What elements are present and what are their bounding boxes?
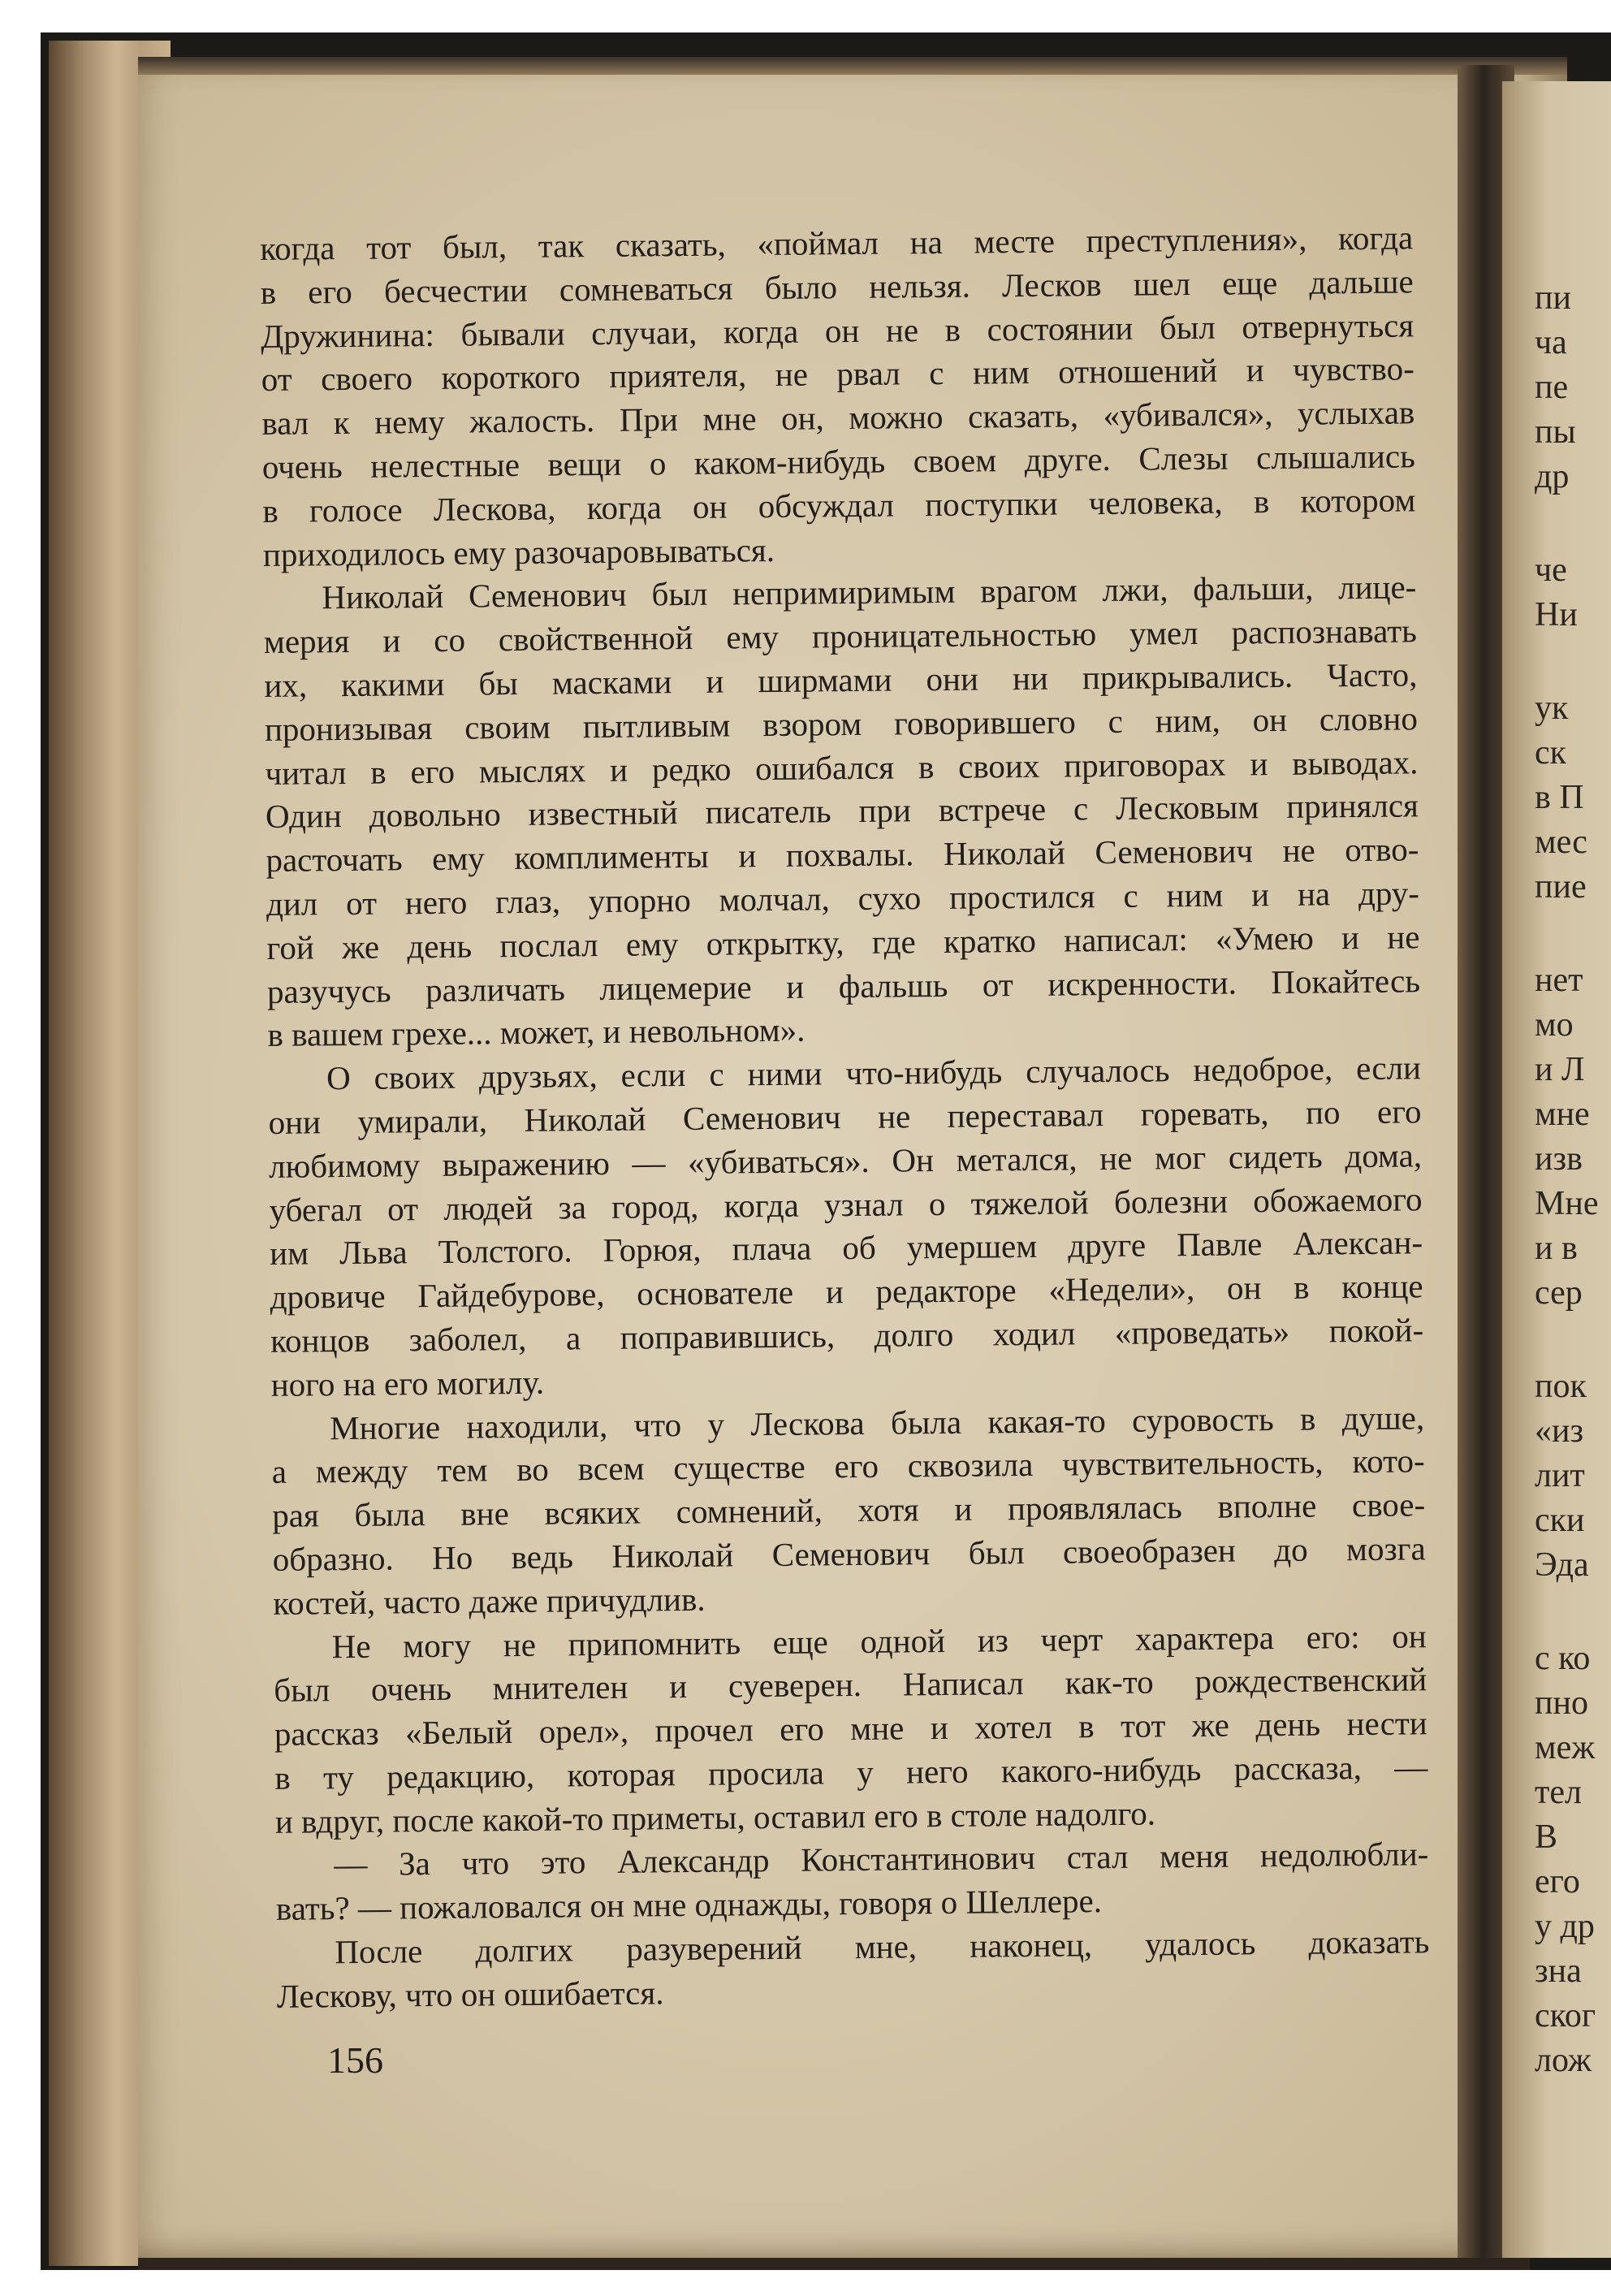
- facing-page-fragment: мес: [1535, 824, 1587, 861]
- facing-page-fragments: [1535, 276, 1611, 2083]
- text-line: и вдруг, после какой-то приметы, оставил его в столе надолго.: [274, 1794, 1156, 1840]
- facing-page-fragment: ског: [1535, 1997, 1596, 2034]
- text-line: О своих друзьях, если с ними что-нибудь случалось недоброе, если: [326, 1049, 1422, 1097]
- text-line: Один довольно известный писатель при встрече с Лесковым принялся: [265, 786, 1419, 836]
- text-line: гой же день послал ему открытку, где кратко написал: «Умею и не: [266, 918, 1420, 966]
- facing-page-fragment: сер: [1535, 1274, 1583, 1312]
- facing-page-fragment: в П: [1535, 779, 1584, 816]
- text-line: им Льва Толстого. Горюя, плача об умершем друге Павле Алексан-: [269, 1223, 1423, 1273]
- facing-page-fragment: ук: [1535, 690, 1569, 727]
- facing-page-fragment: пе: [1535, 369, 1569, 406]
- text-line: в его бесчестии сомневаться было нельзя. Лесков шел еще дальше: [260, 262, 1414, 311]
- facing-page-fragment: меж: [1535, 1729, 1596, 1766]
- facing-page-fragment: «из: [1535, 1412, 1584, 1450]
- facing-page-gap: [1535, 910, 1611, 958]
- facing-page-fragment: тел: [1535, 1774, 1582, 1811]
- facing-page-fragment: лож: [1535, 2042, 1592, 2079]
- text-line: они умирали, Николай Семенович не переставал горевать, по его: [268, 1092, 1422, 1141]
- text-line: дил от него глаз, упорно молчал, сухо простился с ним и на дру-: [266, 874, 1420, 923]
- text-line: приходилось ему разочаровываться.: [262, 530, 775, 573]
- text-line: в ту редакцию, которая просила у него какого-нибудь рассказа, —: [274, 1748, 1428, 1797]
- facing-page-gap: [1535, 1588, 1611, 1637]
- facing-page-fragment: лит: [1535, 1457, 1585, 1494]
- text-line: Лескову, что он ошибается.: [276, 1974, 664, 2015]
- facing-page-fragment: ски: [1535, 1502, 1585, 1539]
- text-line: разучусь различать лицемерие и фальшь от искренности. Покайтесь: [266, 961, 1421, 1010]
- text-line: очень нелестные вещи о каком-нибудь своем друге. Слезы слышались: [261, 437, 1415, 486]
- facing-page-fragment: пно: [1535, 1684, 1588, 1722]
- text-line: Не могу не припомнить еще одной из черт характера его: он: [331, 1616, 1427, 1665]
- facing-page-fragment: Эда: [1535, 1546, 1589, 1584]
- facing-page-fragment: пи: [1535, 279, 1571, 317]
- facing-page-fragment: и Л: [1535, 1051, 1585, 1088]
- facing-page-fragment: че: [1535, 551, 1567, 589]
- text-line: После долгих разуверений мне, наконец, удалось доказать: [335, 1922, 1430, 1971]
- text-line: ного на его могилу.: [270, 1363, 545, 1403]
- text-line: их, какими бы масками и ширмами они ни прикрывались. Часто,: [264, 655, 1418, 704]
- text-line: был очень мнителен и суеверен. Написал как-то рождественский: [274, 1660, 1427, 1710]
- text-line: образно. Но ведь Николай Семенович был своеобразен до мозга: [272, 1529, 1426, 1578]
- facing-page-fragment: зна: [1535, 1952, 1582, 1990]
- facing-page-fragment: В: [1535, 1818, 1558, 1856]
- text-line: расточать ему комплименты и похвалы. Николай Семенович не отво-: [266, 830, 1419, 880]
- text-line: когда тот был, так сказать, «поймал на месте преступления», когда: [260, 218, 1414, 267]
- text-line: мерия и со свойственной ему проницательностью умел распознавать: [263, 612, 1418, 661]
- text-line: убегал от людей за город, когда узнал о тяжелой болезни обожаемого: [269, 1179, 1423, 1229]
- facing-page-fragment: пы: [1535, 413, 1576, 451]
- text-line: в голосе Лескова, когда он обсуждал поступки человека, в котором: [262, 481, 1416, 530]
- page-body-text: [260, 216, 1430, 2018]
- facing-page-fragment: его: [1535, 1863, 1580, 1900]
- text-line: концов заболел, а поправившись, долго ходил «проведать» покой-: [270, 1311, 1424, 1360]
- facing-page: [1502, 81, 1611, 2258]
- facing-page-fragment: Мне: [1535, 1185, 1599, 1222]
- text-line: пронизывая своим пытливым взором говорившего с ним, он словно: [264, 699, 1419, 748]
- facing-page-gap: [1535, 638, 1611, 686]
- text-line: рассказ «Белый орел», прочел его мне и хотел в тот же день нести: [274, 1704, 1427, 1753]
- facing-page-fragment: с ко: [1535, 1640, 1591, 1677]
- facing-page-fragment: ск: [1535, 734, 1567, 772]
- facing-page-fragment: Ни: [1535, 596, 1578, 633]
- text-line: любимому выражению — «убиваться». Он метался, не мог сидеть дома,: [268, 1136, 1423, 1185]
- text-line: вал к нему жалость. При мне он, можно сказать, «убивался», услыхав: [261, 393, 1415, 443]
- text-line: Николай Семенович был непримиримым врагом лжи, фальши, лице-: [322, 568, 1417, 616]
- facing-page-fragment: и в: [1535, 1230, 1578, 1267]
- text-line: читал в его мыслях и редко ошибался в своих приговорах и выводах.: [265, 742, 1419, 792]
- text-line: дровиче Гайдебурове, основателе и редакторе «Недели», он в конце: [270, 1267, 1423, 1317]
- text-line: Дружинина: бывали случаи, когда он не в состоянии был отвернуться: [261, 305, 1414, 355]
- facing-page-fragment: мне: [1535, 1096, 1590, 1133]
- facing-page-fragment: др: [1535, 458, 1570, 495]
- text-line: Многие находили, что у Лескова была какая-то суровость в душе,: [329, 1398, 1425, 1446]
- bottom-shadow: [138, 2258, 1530, 2270]
- facing-page-fragment: изв: [1535, 1140, 1583, 1178]
- facing-page-fragment: пие: [1535, 868, 1587, 906]
- facing-page-gap: [1535, 499, 1611, 548]
- text-line: вать? — пожаловался он мне однажды, говоря о Шеллере.: [275, 1882, 1103, 1928]
- facing-page-fragment: нет: [1535, 962, 1583, 999]
- text-line: рая была вне всяких сомнений, хотя и проявлялась вполне свое-: [272, 1485, 1426, 1535]
- text-line: — За что это Александр Константинович стал меня недолюбли-: [334, 1835, 1429, 1883]
- text-line: в вашем грехе... может, и невольном».: [267, 1010, 806, 1054]
- text-line: от своего короткого приятеля, не рвал с ним отношений и чувство-: [261, 349, 1414, 399]
- page-top-shadow: [138, 57, 1567, 75]
- page-number: 156: [327, 2039, 383, 2081]
- facing-page-gap: [1535, 1316, 1611, 1364]
- facing-page-fragment: ча: [1535, 324, 1567, 361]
- text-line: костей, часто даже причудлив.: [273, 1580, 706, 1622]
- facing-page-fragment: у др: [1535, 1908, 1595, 1945]
- facing-page-fragment: мо: [1535, 1006, 1574, 1044]
- text-line: а между тем во всем существе его сквозила чувствительность, кото-: [271, 1442, 1425, 1491]
- facing-page-fragment: пок: [1535, 1368, 1587, 1405]
